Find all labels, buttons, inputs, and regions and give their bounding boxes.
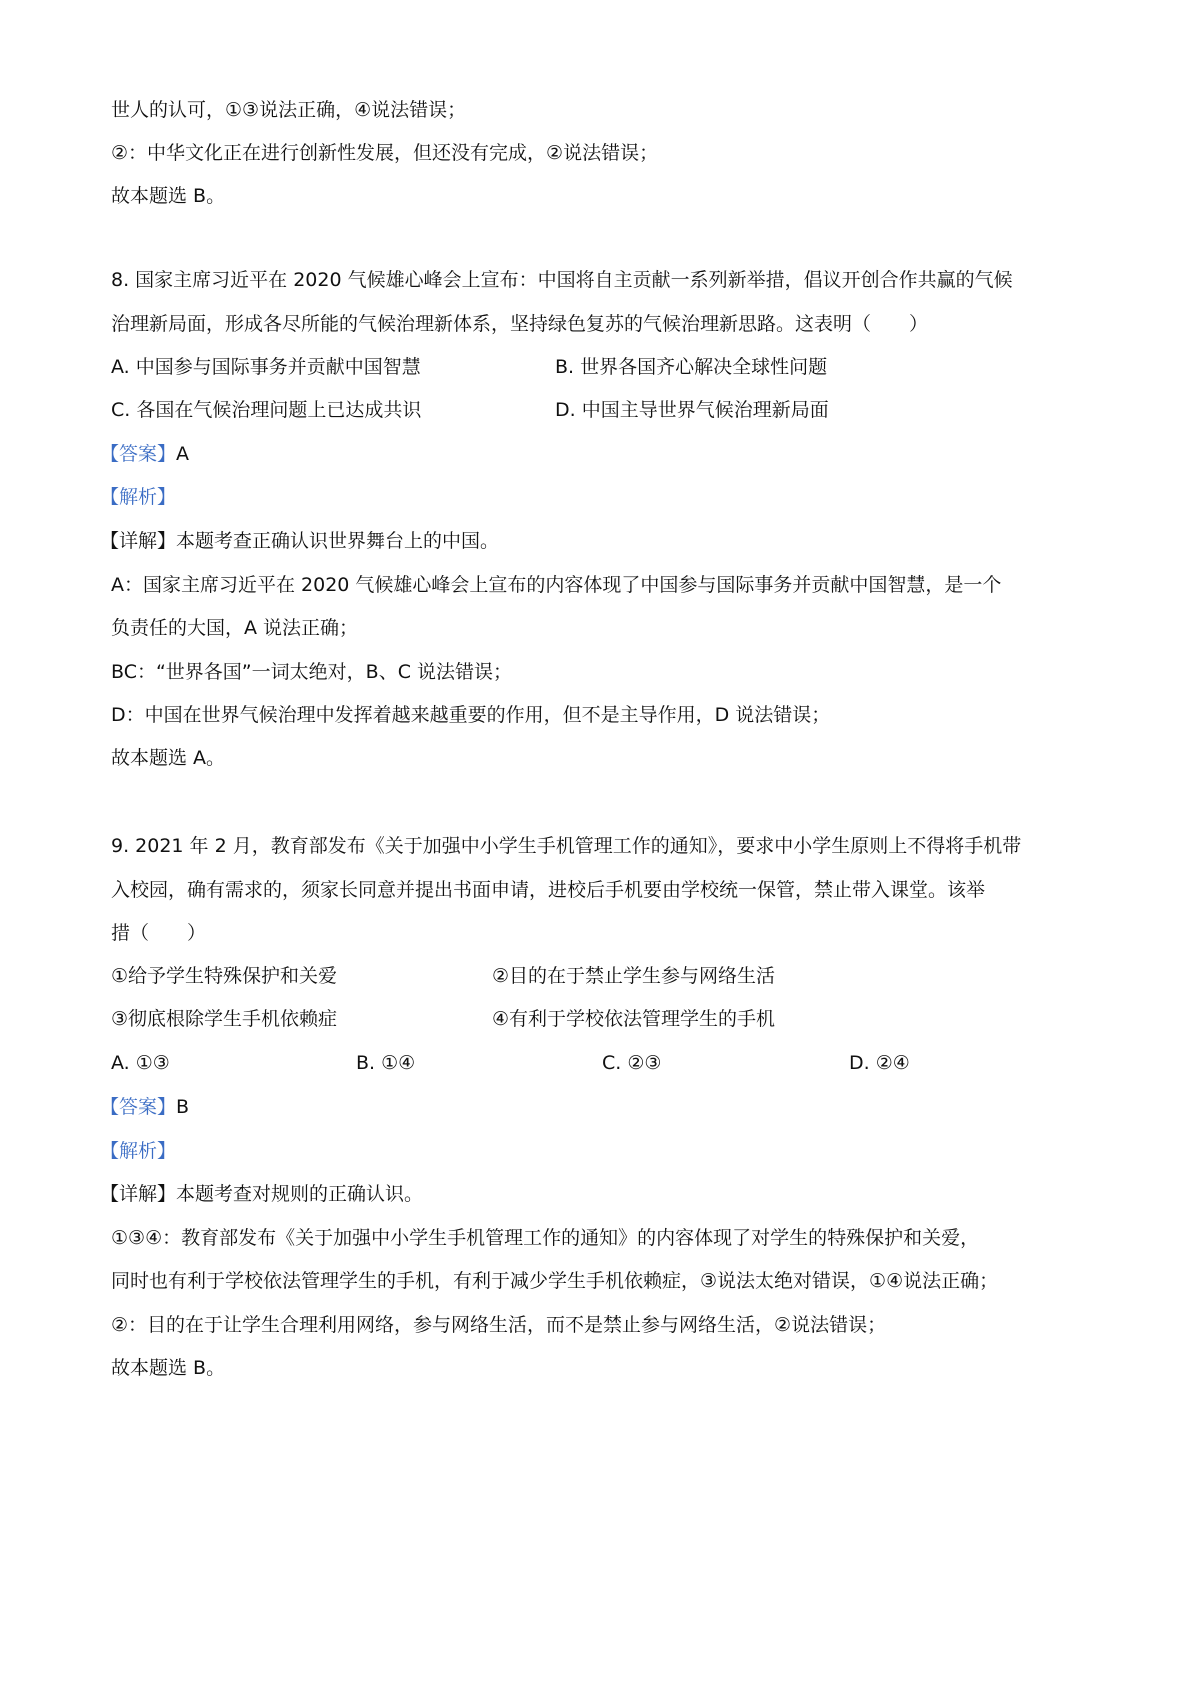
q9-stem-line-1: 9. 2021 年 2 月，教育部发布《关于加强中小学生手机管理工作的通知》，要求中小学生原则上不得将手机带 (111, 835, 1022, 857)
q9-answer-label: 【答案】 (100, 1096, 177, 1118)
q9-detail-line: 【详解】本题考查对规则的正确认识。 (100, 1183, 424, 1205)
q8-expl-a-line-2: 负责任的大国，A 说法正确； (111, 617, 359, 639)
q8-detail-line: 【详解】本题考查正确认识世界舞台上的中国。 (100, 530, 500, 552)
q8-option-b: B. 世界各国齐心解决全球性问题 (555, 356, 828, 378)
q8-stem-line-2: 治理新局面，形成各尽所能的气候治理新体系，坚持绿色复苏的气候治理新思路。这表明（ ） (111, 313, 929, 335)
q9-option-a: A. ①③ (111, 1052, 170, 1074)
q8-answer (100, 442, 189, 466)
q9-expl-line-2: 同时也有利于学校依法管理学生的手机，有利于减少学生手机依赖症，③说法太绝对错误，①④说法正确； (111, 1270, 999, 1292)
q8-analysis-label: 【解析】 (100, 486, 177, 508)
q9-statement-1: ①给予学生特殊保护和关爱 (111, 965, 338, 987)
q8-expl-a-line-1: A：国家主席习近平在 2020 气候雄心峰会上宣布的内容体现了中国参与国际事务并贡献中国智慧，是一个 (111, 574, 1002, 596)
q8-conclusion: 故本题选 A。 (111, 747, 226, 769)
q8-answer-label: 【答案】 (100, 443, 177, 465)
q9-stem-line-2: 入校园，确有需求的，须家长同意并提出书面申请，进校后手机要由学校统一保管，禁止带入课堂。该举 (111, 879, 986, 901)
q9-answer-value: B (176, 1096, 190, 1118)
q9-stem-line-3: 措（ ） (111, 922, 207, 944)
q9-option-c: C. ②③ (602, 1052, 662, 1074)
q8-option-a: A. 中国参与国际事务并贡献中国智慧 (111, 356, 421, 378)
q9-statement-4: ④有利于学校依法管理学生的手机 (492, 1008, 776, 1030)
q9-statement-2: ②目的在于禁止学生参与网络生活 (492, 965, 776, 987)
q8-expl-bc: BC：“世界各国”一词太绝对，B、C 说法错误； (111, 661, 512, 683)
q9-analysis-label: 【解析】 (100, 1140, 177, 1162)
prev-line-1: 世人的认可，①③说法正确，④说法错误； (111, 99, 467, 121)
q8-answer-value: A (176, 443, 190, 465)
q9-conclusion: 故本题选 B。 (111, 1357, 226, 1379)
q9-option-b: B. ①④ (356, 1052, 416, 1074)
q8-stem-line-1: 8. 国家主席习近平在 2020 气候雄心峰会上宣布：中国将自主贡献一系列新举措，倡议开创合作共赢的气候 (111, 269, 1013, 291)
q9-statement-3: ③彻底根除学生手机依赖症 (111, 1008, 338, 1030)
prev-conclusion: 故本题选 B。 (111, 185, 226, 207)
q9-answer (100, 1095, 189, 1119)
q9-expl-line-1: ①③④：教育部发布《关于加强中小学生手机管理工作的通知》的内容体现了对学生的特殊保护和关爱， (111, 1227, 980, 1249)
q9-expl-line-3: ②：目的在于让学生合理利用网络，参与网络生活，而不是禁止参与网络生活，②说法错误； (111, 1314, 887, 1336)
prev-line-2: ②：中华文化正在进行创新性发展，但还没有完成，②说法错误； (111, 142, 659, 164)
q8-expl-d: D：中国在世界气候治理中发挥着越来越重要的作用，但不是主导作用，D 说法错误； (111, 704, 831, 726)
q9-option-d: D. ②④ (849, 1052, 910, 1074)
q8-option-d: D. 中国主导世界气候治理新局面 (555, 399, 829, 421)
q8-option-c: C. 各国在气候治理问题上已达成共识 (111, 399, 422, 421)
